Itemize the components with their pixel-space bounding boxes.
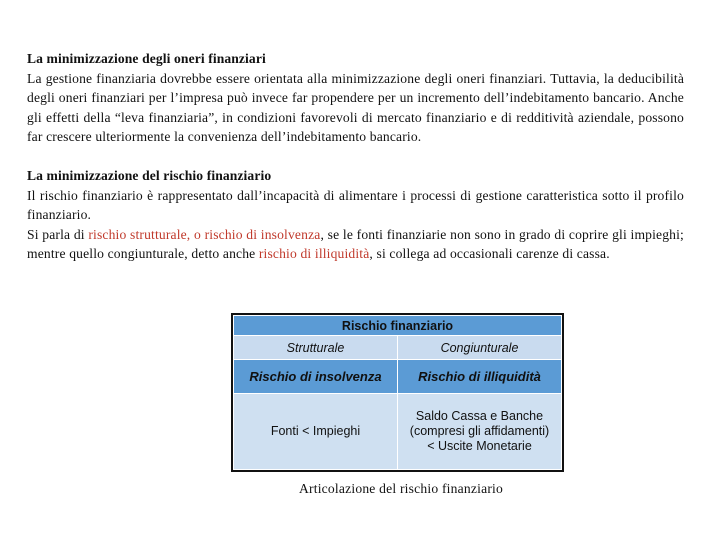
risk-diagram-table — [233, 315, 562, 470]
paragraph-oneri: La gestione finanziaria dovrebbe essere orientata alla minimizzazione degli oneri finanziari. Tuttavia, la deducibilità degli oneri finanziari per l’impresa può invece far propendere per un incremento dell’indebitamento bancario. Anche gli effetti della “leva finanziaria”, in condizioni favorevoli di mercato finanziario e di redditività aziendale, possono far crescere ulteriormente la convenienza dell’indebitamento bancario. — [27, 70, 684, 144]
detail-line: Saldo Cassa e Banche — [415, 409, 544, 423]
highlight-rischio-strutturale: rischio strutturale, o rischio di insolvenza — [88, 226, 321, 242]
detail-line: < Uscite Monetarie — [427, 439, 532, 453]
detail-line: (compresi gli affidamenti) — [409, 424, 550, 438]
diagram-header: Rischio finanziario — [234, 316, 562, 336]
text-fragment: , si collega ad occasionali carenze di cassa. — [369, 246, 610, 261]
paragraph-rischio-tipi — [27, 225, 684, 264]
risk-insolvenza: Rischio di insolvenza — [234, 360, 398, 394]
text-fragment: , se le fonti finanziarie non sono in grado di coprire gli impieghi; mentre quello congiunturale, detto anche — [27, 226, 684, 261]
column-congiunturale: Congiunturale — [398, 336, 562, 360]
section-title-oneri: La minimizzazione degli oneri finanziari — [27, 51, 266, 66]
section-title-rischio: La minimizzazione del rischio finanziario — [27, 168, 272, 183]
text-fragment: Si parla di — [27, 226, 89, 242]
paragraph-rischio-definizione: Il rischio finanziario è rappresentato dall’incapacità di alimentare i processi di gestione caratteristica sotto il profilo finanziario. — [27, 187, 684, 222]
column-strutturale: Strutturale — [234, 336, 398, 360]
figure-caption: Articolazione del rischio finanziario — [298, 481, 504, 496]
highlight-rischio-illiquidita: rischio di illiquidità — [258, 246, 370, 261]
risk-diagram — [231, 313, 564, 472]
risk-illiquidita: Rischio di illiquidità — [398, 360, 562, 394]
detail-saldo-cassa — [398, 394, 562, 470]
detail-fonti-impieghi: Fonti < Impieghi — [234, 394, 398, 470]
paragraph-spacer — [27, 147, 684, 167]
document-body — [27, 49, 684, 264]
